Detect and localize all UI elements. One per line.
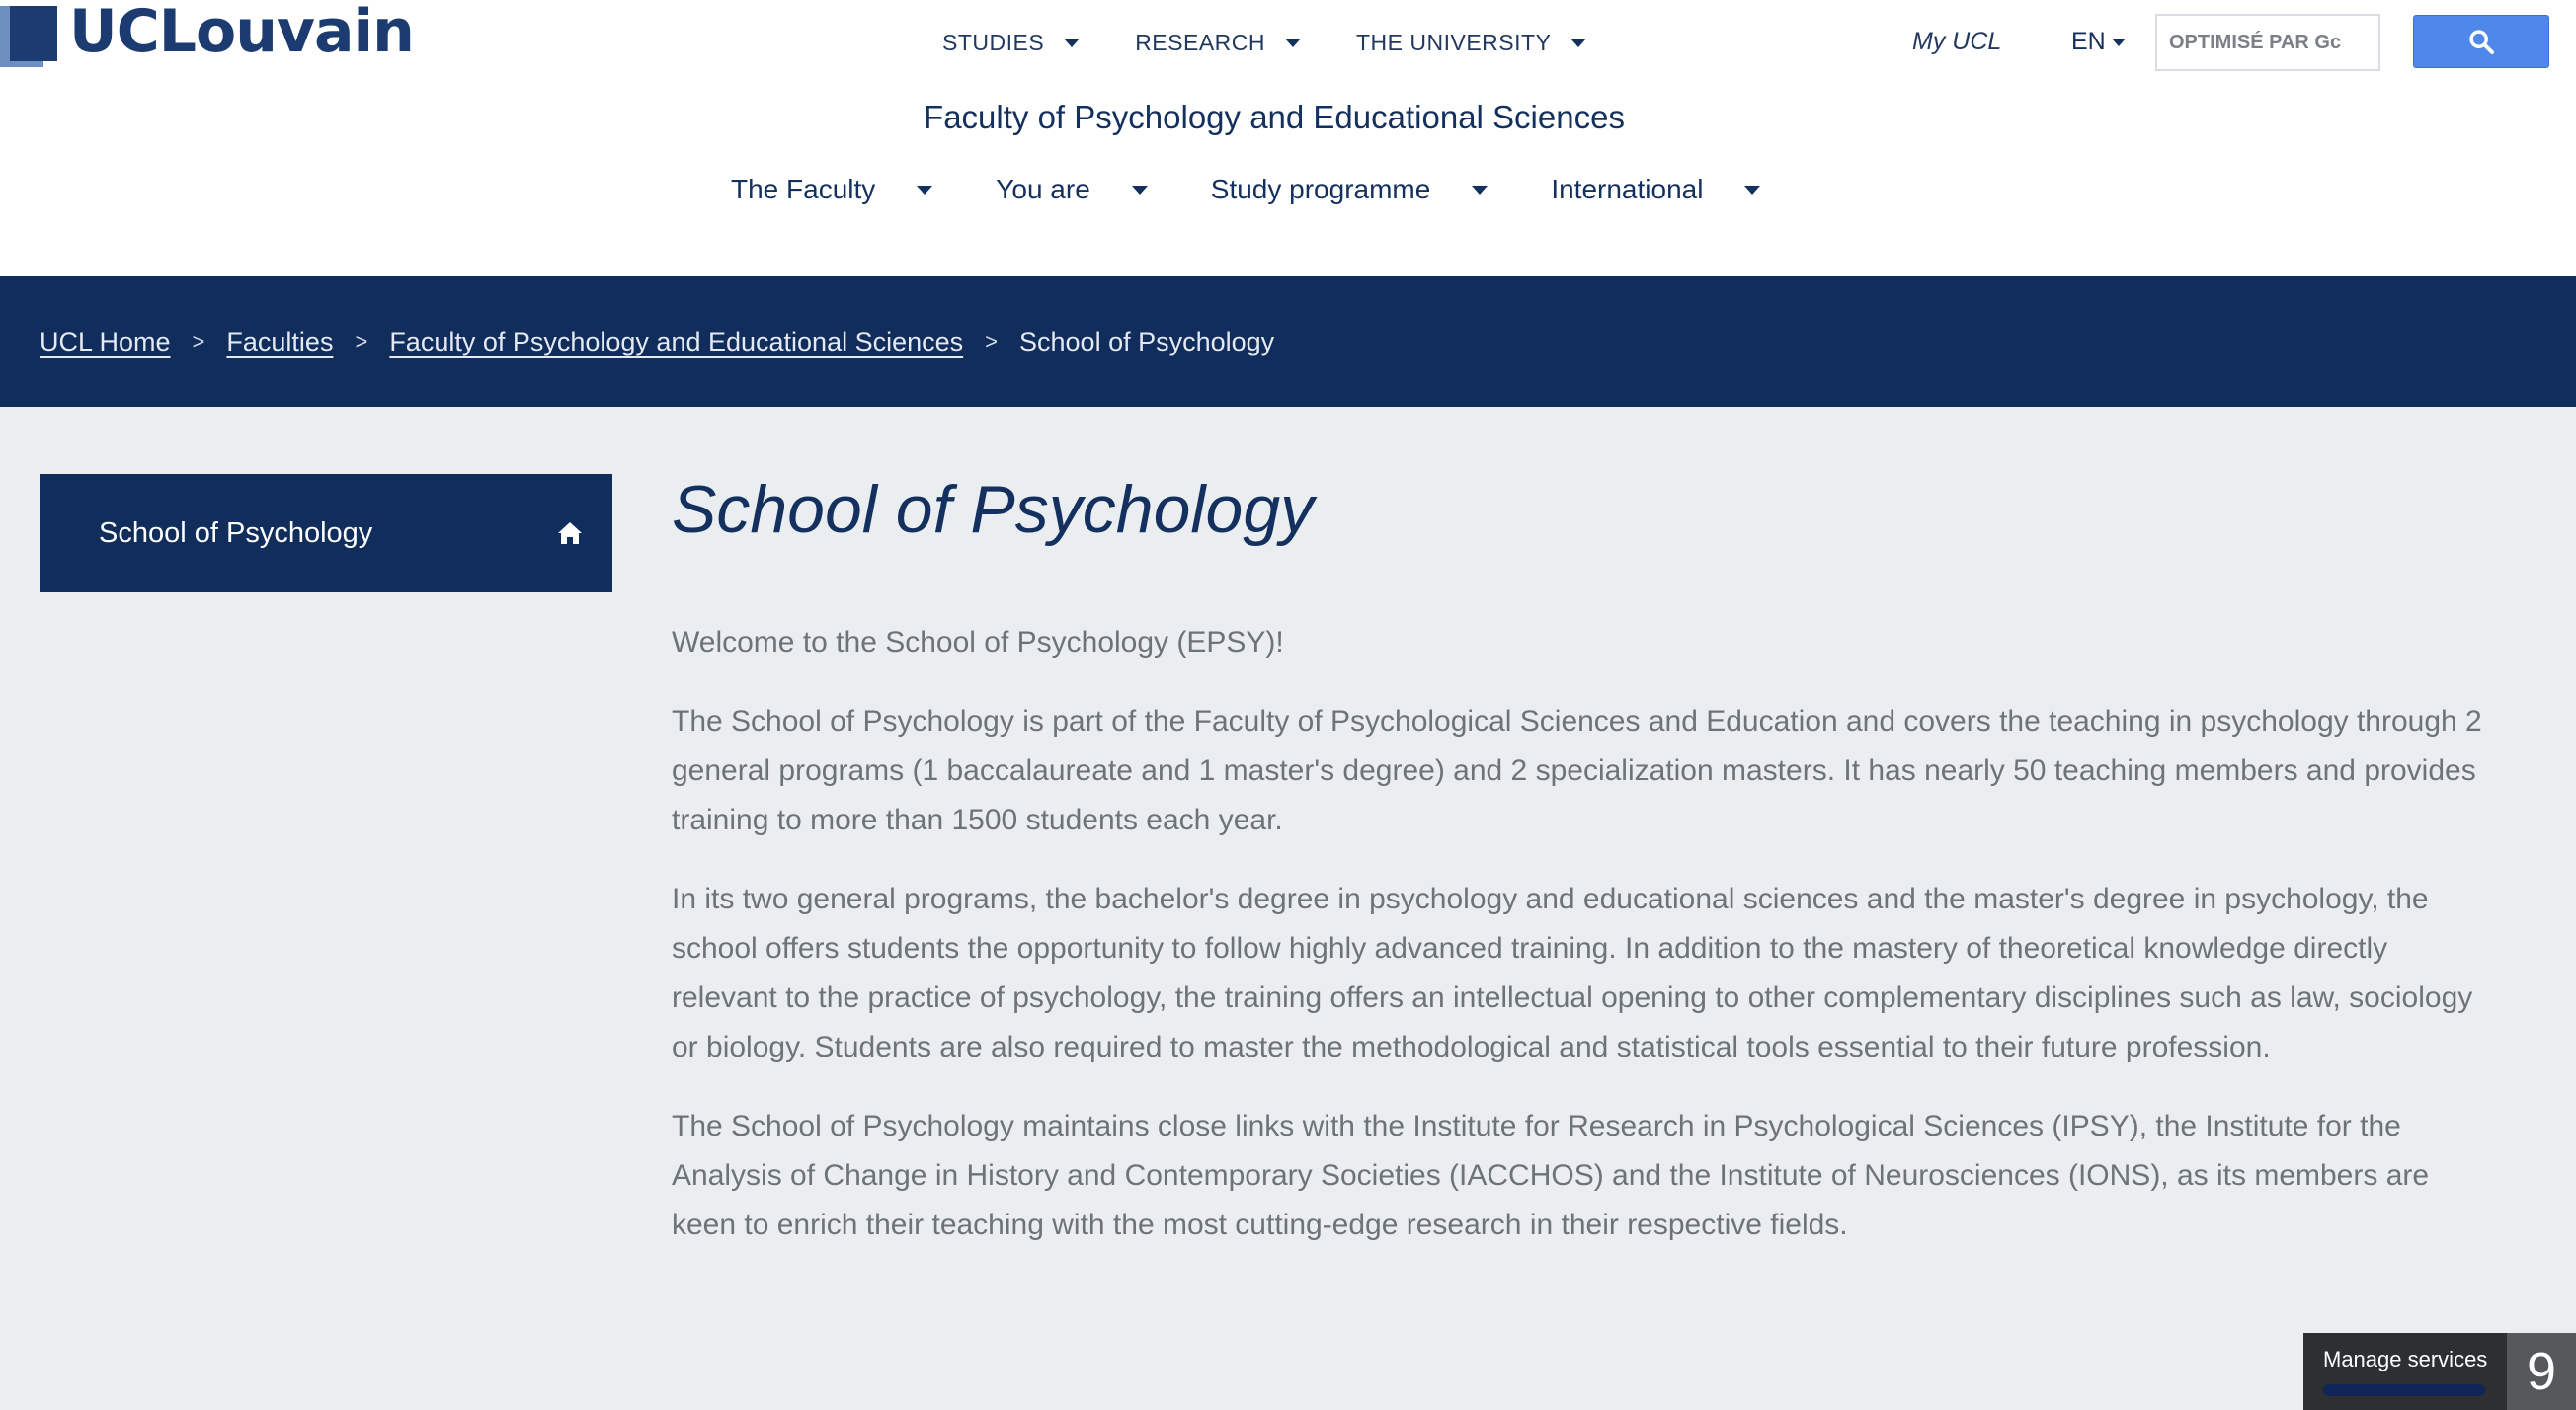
- search-powered-by: OPTIMISÉ PAR Gc: [2169, 31, 2342, 53]
- nav-research[interactable]: [1135, 30, 1301, 56]
- main-content: [672, 464, 2499, 1280]
- logo-text: UCLouvain: [69, 0, 414, 66]
- faculty-title[interactable]: Faculty of Psychology and Educational Sciences: [924, 99, 1625, 135]
- search-icon: [2467, 28, 2495, 55]
- nav-studies[interactable]: [942, 30, 1080, 56]
- breadcrumb-separator: >: [985, 329, 999, 353]
- subnav-you-are-label: You are: [996, 174, 1090, 204]
- content-paragraph: The School of Psychology is part of the Faculty of Psychological Sciences and Education and covers the teaching in psychology through 2 general programs (1 baccalaureate and 1 master's degree) and 2 specialization masters. It has nearly 50 teaching members and provides training to more than 1500 students each year.: [672, 705, 2482, 836]
- subnav-the-faculty-label: The Faculty: [731, 174, 876, 204]
- manage-services-panel[interactable]: [2303, 1333, 2507, 1410]
- subnav-study-programme-label: Study programme: [1210, 174, 1431, 204]
- nav-research-label: RESEARCH: [1135, 30, 1265, 55]
- breadcrumb-faculty[interactable]: Faculty of Psychology and Educational Sciences: [389, 326, 964, 356]
- language-label: EN: [2071, 28, 2106, 55]
- breadcrumb-faculties[interactable]: Faculties: [226, 326, 334, 356]
- manage-services-count[interactable]: 9: [2507, 1333, 2576, 1410]
- nav-the-university[interactable]: [1356, 30, 1586, 56]
- site-header: [0, 0, 2576, 276]
- nav-studies-label: STUDIES: [942, 30, 1045, 55]
- my-ucl-link[interactable]: My UCL: [1912, 28, 2002, 55]
- manage-services-bar: [2323, 1384, 2485, 1396]
- caret-down-icon: [1472, 186, 1488, 195]
- main-nav: [942, 30, 1642, 56]
- sidebar-item-school-of-psychology[interactable]: [40, 474, 612, 592]
- content-paragraph: The School of Psychology maintains close links with the Institute for Research in Psychological Sciences (IPSY), the Institute for the Analysis of Change in History and Contemporary Societies (IACCHOS) and the Institute of Neurosciences (IONS), as its members are keen to enrich their teaching with the most cutting-edge research in their respective fields.: [672, 1110, 2430, 1241]
- breadcrumb-current: School of Psychology: [1019, 326, 1275, 356]
- nav-the-university-label: THE UNIVERSITY: [1356, 30, 1552, 55]
- language-selector[interactable]: [2071, 28, 2126, 56]
- subnav-study-programme[interactable]: [1211, 174, 1489, 205]
- caret-down-icon: [1570, 39, 1586, 47]
- breadcrumb-ucl-home[interactable]: UCL Home: [40, 326, 171, 356]
- breadcrumb-separator: >: [192, 329, 205, 353]
- uclouvain-logo[interactable]: [0, 0, 414, 71]
- subnav-international[interactable]: [1551, 174, 1760, 205]
- caret-down-icon: [1744, 186, 1760, 195]
- manage-services-widget[interactable]: [2303, 1333, 2576, 1410]
- subnav-international-label: International: [1551, 174, 1704, 204]
- content-paragraph: In its two general programs, the bachelor's degree in psychology and educational sciences and the master's degree in psychology, the school offers students the opportunity to follow highly advanced training. In addition to the mastery of theoretical knowledge directly relevant to the practice of psychology, the training offers an intellectual opening to other complementary disciplines such as law, sociology or biology. Students are also required to master the methodological and statistical tools essential to their future profession.: [672, 883, 2473, 1063]
- caret-down-icon: [2112, 39, 2126, 46]
- breadcrumb-separator: >: [355, 329, 368, 353]
- subnav-the-faculty[interactable]: [731, 174, 932, 205]
- breadcrumb: [0, 276, 2576, 407]
- faculty-nav: [731, 174, 1823, 205]
- home-icon: [557, 521, 583, 545]
- page-title: School of Psychology: [672, 472, 1315, 547]
- search-input[interactable]: [2155, 14, 2380, 71]
- caret-down-icon: [1132, 186, 1148, 195]
- search-button[interactable]: [2413, 15, 2549, 68]
- caret-down-icon: [1064, 39, 1080, 47]
- sidebar-item-label: School of Psychology: [99, 516, 373, 549]
- content-paragraph: Welcome to the School of Psychology (EPSY)!: [672, 626, 1284, 659]
- manage-services-label: Manage services: [2323, 1347, 2488, 1371]
- caret-down-icon: [917, 186, 932, 195]
- logo-mark-icon: [0, 0, 61, 71]
- caret-down-icon: [1285, 39, 1301, 47]
- subnav-you-are[interactable]: [996, 174, 1148, 205]
